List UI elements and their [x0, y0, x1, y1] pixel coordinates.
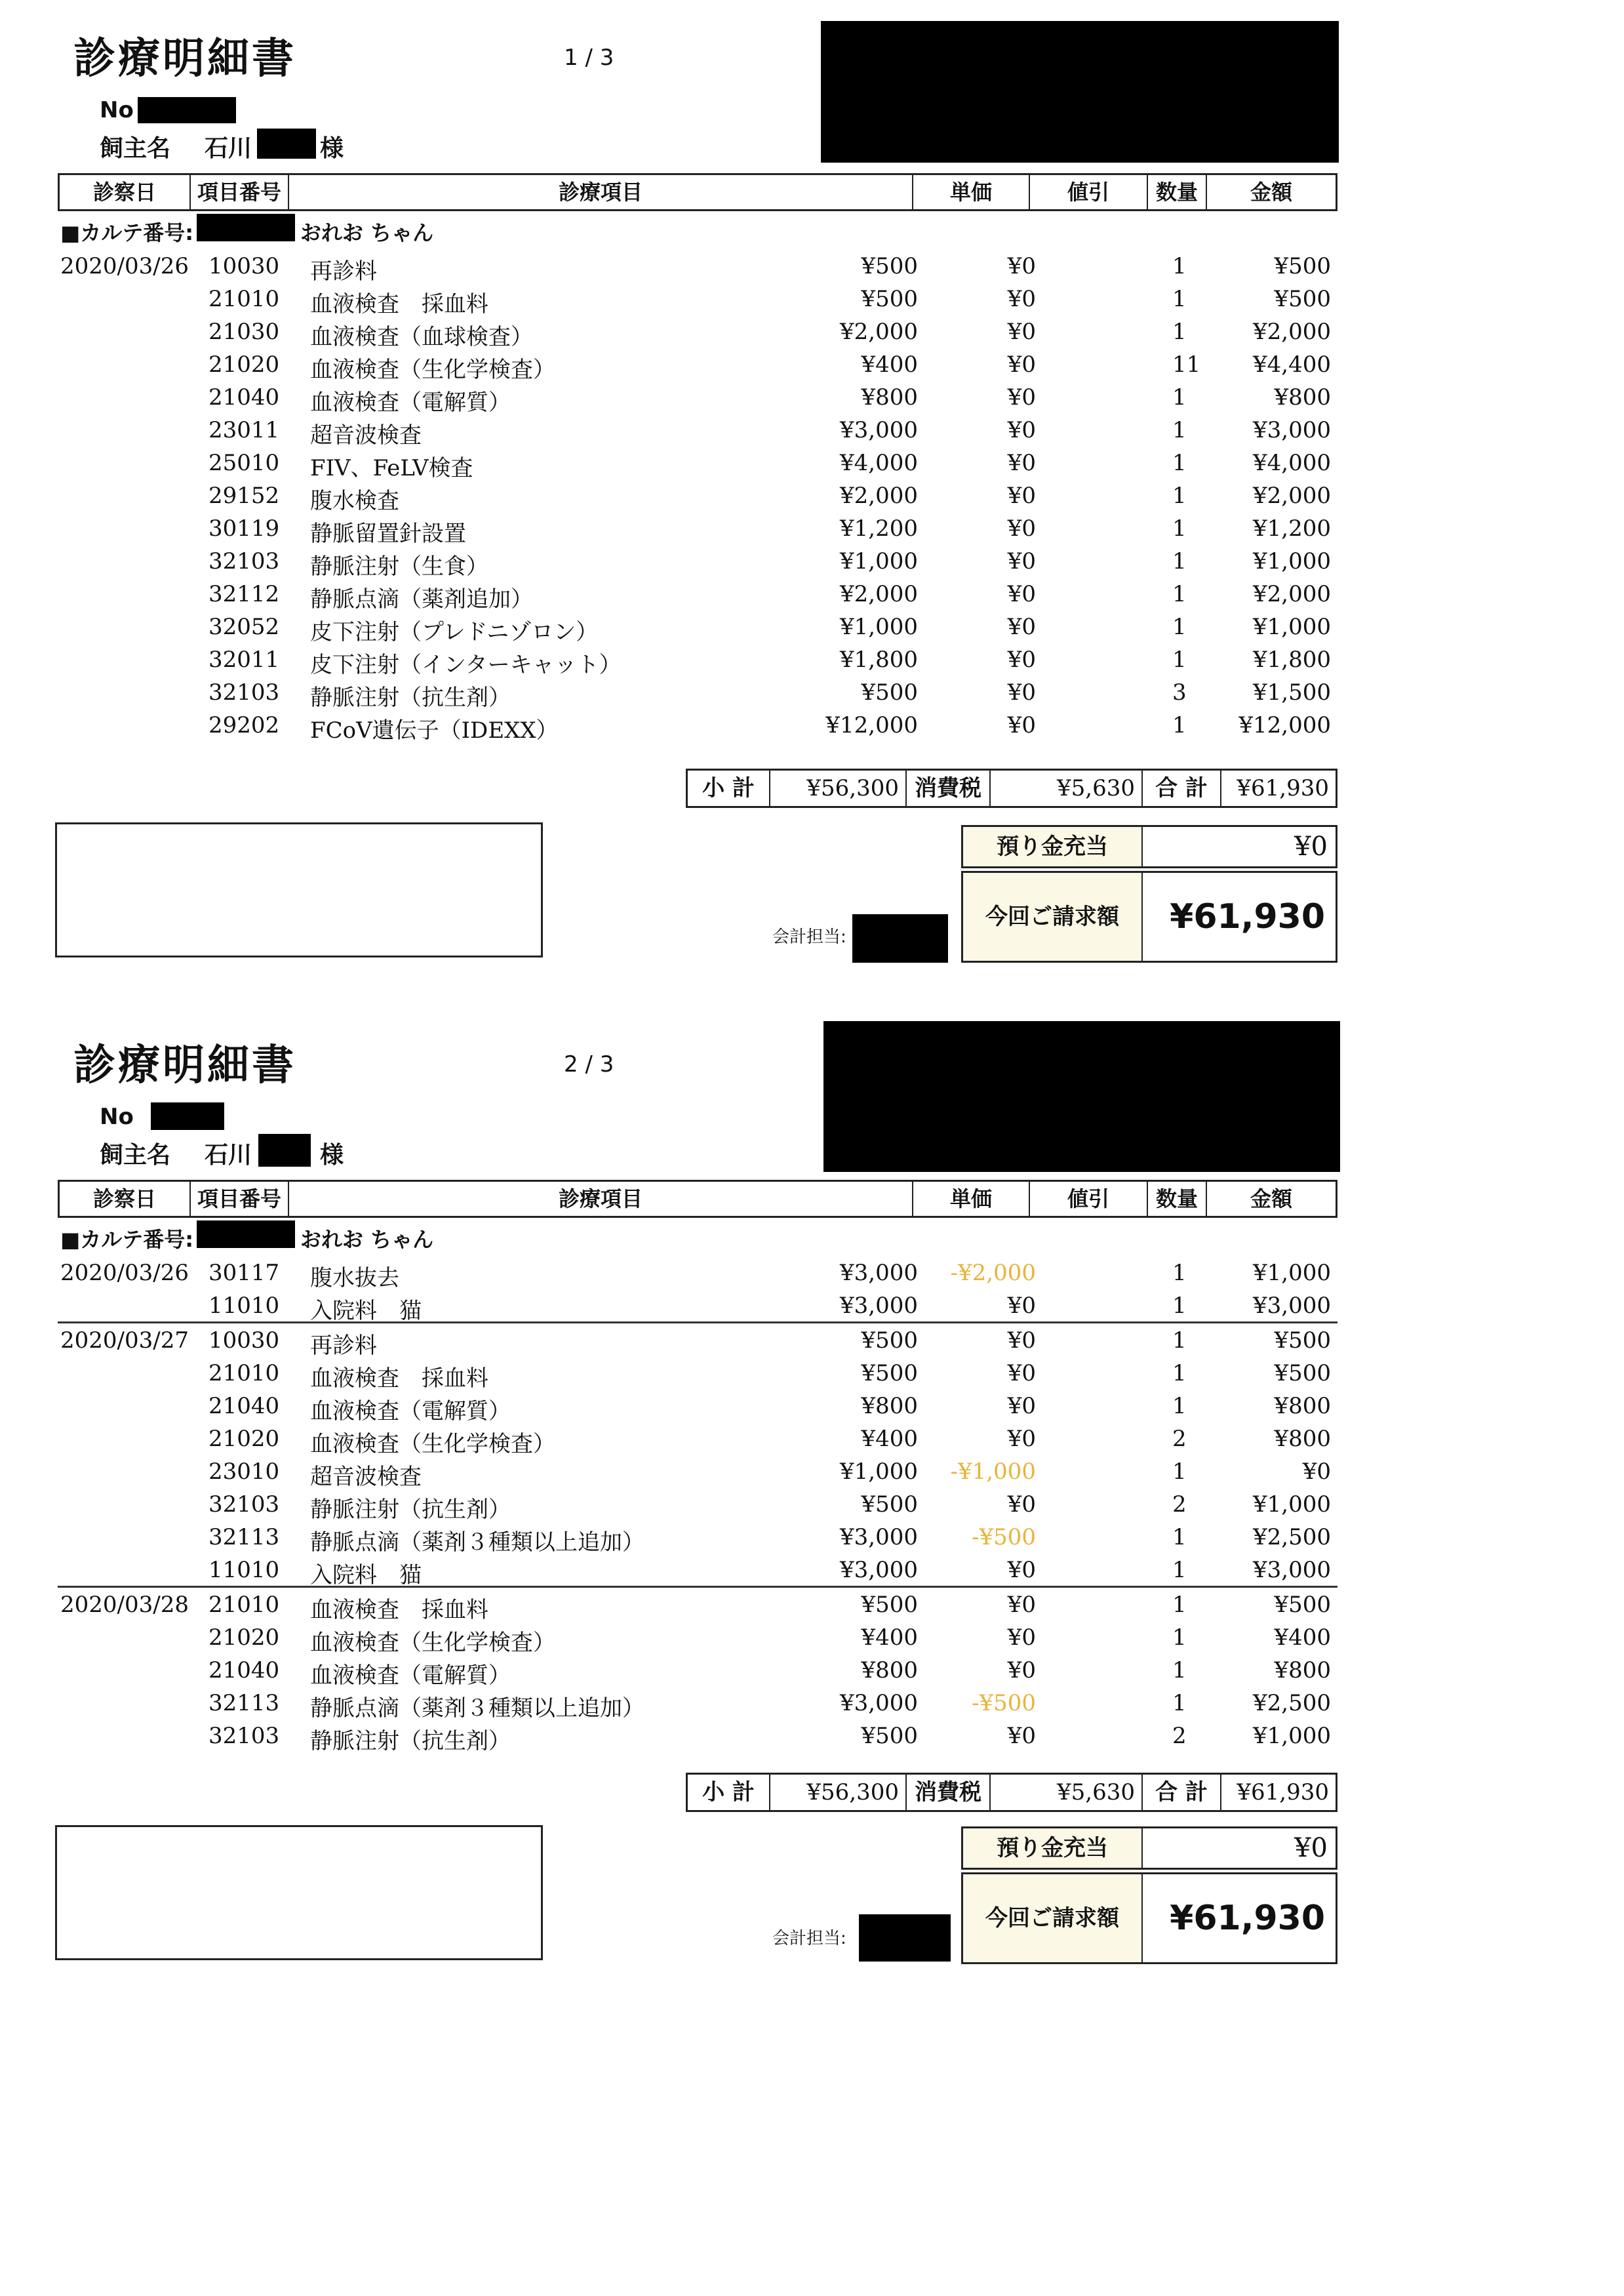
row-price: ¥1,000	[840, 548, 918, 574]
row-price: ¥500	[861, 286, 918, 312]
summary-bar	[686, 1773, 1337, 1812]
row-item: 血液検査（電解質）	[310, 1398, 511, 1424]
row-code: 23010	[208, 1459, 280, 1485]
row-discount: ¥0	[1007, 1393, 1036, 1419]
row-qty: 1	[1172, 319, 1187, 345]
row-item: 血液検査（血球検査）	[310, 324, 533, 350]
row-qty: 1	[1172, 286, 1187, 312]
row-item: 超音波検査	[310, 1464, 422, 1490]
staff-label: 会計担当:	[772, 927, 846, 947]
row-amount: ¥1,000	[1253, 1260, 1331, 1286]
total-label: 合 計	[1143, 771, 1221, 806]
table-row	[58, 610, 1337, 643]
row-discount: ¥0	[1007, 253, 1036, 279]
deposit-label: 預り金充当	[963, 1828, 1143, 1868]
header-date: 診察日	[60, 175, 191, 209]
row-amount: ¥0	[1302, 1459, 1331, 1485]
row-item: 血液検査 採血料	[310, 1365, 488, 1392]
row-qty: 1	[1172, 515, 1187, 542]
row-price: ¥3,000	[840, 1690, 918, 1716]
redacted-owner-name	[258, 1134, 311, 1167]
row-amount: ¥3,000	[1253, 1557, 1331, 1583]
row-date: 2020/03/28	[60, 1592, 189, 1618]
row-discount: ¥0	[1007, 319, 1036, 345]
row-price: ¥400	[861, 1426, 918, 1452]
row-item: 再診料	[310, 258, 377, 285]
row-amount: ¥500	[1274, 286, 1331, 312]
row-discount: ¥0	[1007, 1723, 1036, 1749]
row-item: 静脈注射（抗生剤）	[310, 685, 511, 711]
honorific: 様	[320, 1142, 344, 1169]
row-code: 23011	[208, 417, 280, 443]
header-amount: 金額	[1250, 1186, 1292, 1211]
row-amount: ¥800	[1274, 384, 1331, 411]
row-qty: 1	[1172, 647, 1187, 673]
row-discount: ¥0	[1007, 483, 1036, 509]
table-row	[58, 1520, 1337, 1556]
redacted-no	[138, 97, 236, 123]
row-item: 静脈点滴（薬剤３種類以上追加）	[310, 1695, 644, 1722]
row-amount: ¥2,000	[1253, 483, 1331, 509]
row-code: 30117	[208, 1260, 280, 1286]
row-price: ¥2,000	[840, 319, 918, 345]
row-code: 32112	[208, 581, 280, 607]
row-item: 静脈点滴（薬剤追加）	[310, 586, 533, 613]
row-qty: 1	[1172, 1690, 1187, 1716]
row-discount: ¥0	[1007, 1491, 1036, 1518]
row-discount: ¥0	[1007, 450, 1036, 476]
row-discount: ¥0	[1007, 1624, 1036, 1651]
row-amount: ¥1,000	[1253, 548, 1331, 574]
row-amount: ¥1,500	[1253, 679, 1331, 706]
line-items	[58, 249, 1337, 744]
row-price: ¥3,000	[840, 1524, 918, 1550]
row-discount: -¥2,000	[950, 1260, 1036, 1286]
row-qty: 1	[1172, 1524, 1187, 1550]
table-row	[58, 577, 1337, 613]
patient-name: おれお ちゃん	[300, 1227, 434, 1252]
header-code: 項目番号	[191, 1182, 289, 1216]
redacted-no	[151, 1102, 224, 1130]
table-header	[58, 173, 1337, 211]
tax-label: 消費税	[907, 1775, 991, 1810]
row-qty: 1	[1172, 1293, 1187, 1319]
row-code: 11010	[208, 1557, 280, 1583]
row-code: 21020	[208, 352, 280, 378]
row-amount: ¥500	[1274, 1592, 1331, 1618]
row-code: 21040	[208, 384, 280, 411]
row-qty: 1	[1172, 1624, 1187, 1651]
total-label: 合 計	[1143, 1775, 1221, 1810]
no-label: No	[100, 1104, 134, 1130]
table-row	[58, 380, 1337, 416]
row-price: ¥2,000	[840, 581, 918, 607]
row-amount: ¥3,000	[1253, 417, 1331, 443]
deposit-value: ¥0	[1294, 1833, 1328, 1863]
table-row	[58, 282, 1337, 315]
billing-label: 今回ご請求額	[963, 1874, 1143, 1962]
total-value: ¥61,930	[1237, 1779, 1329, 1805]
table-row	[58, 1487, 1337, 1523]
row-code: 10030	[208, 1327, 280, 1354]
row-amount: ¥1,000	[1253, 1723, 1331, 1749]
redacted-chart-number	[197, 214, 295, 241]
row-price: ¥500	[861, 679, 918, 706]
row-amount: ¥400	[1274, 1624, 1331, 1651]
row-discount: ¥0	[1007, 647, 1036, 673]
row-code: 25010	[208, 450, 280, 476]
row-discount: ¥0	[1007, 352, 1036, 378]
table-row	[58, 1586, 1337, 1621]
row-item: 血液検査（電解質）	[310, 390, 511, 416]
header-price: 単価	[913, 175, 1030, 209]
row-price: ¥4,000	[840, 450, 918, 476]
table-row	[58, 1653, 1337, 1689]
row-item: 腹水抜去	[310, 1265, 399, 1291]
row-item: 静脈留置針設置	[310, 521, 466, 547]
row-item: 血液検査（生化学検査）	[310, 1630, 555, 1656]
row-item: 静脈注射（生食）	[310, 554, 488, 580]
row-code: 21040	[208, 1657, 280, 1683]
subtotal-value: ¥56,300	[770, 1775, 907, 1810]
row-discount: ¥0	[1007, 614, 1036, 640]
row-item: 血液検査 採血料	[310, 291, 488, 317]
row-date: 2020/03/26	[60, 1260, 189, 1286]
row-qty: 1	[1172, 614, 1187, 640]
table-row	[58, 413, 1337, 449]
row-item: 血液検査（生化学検査）	[310, 357, 555, 383]
memo-box	[55, 1825, 543, 1960]
table-row	[58, 1356, 1337, 1392]
row-item: 血液検査（電解質）	[310, 1662, 511, 1689]
row-item: 静脈注射（抗生剤）	[310, 1728, 511, 1754]
total-value: ¥61,930	[1237, 775, 1329, 801]
owner-label: 飼主名	[100, 1142, 171, 1169]
table-row	[58, 1621, 1337, 1656]
row-discount: ¥0	[1007, 1426, 1036, 1452]
header-item: 診療項目	[289, 1182, 913, 1216]
row-price: ¥1,000	[840, 1459, 918, 1485]
header-price: 単価	[913, 1182, 1030, 1216]
billing-amount: ¥61,930	[1170, 897, 1325, 937]
redacted-clinic-info	[823, 1021, 1340, 1172]
no-label: No	[100, 97, 134, 123]
row-discount: ¥0	[1007, 417, 1036, 443]
summary-bar	[686, 769, 1337, 808]
row-amount: ¥4,000	[1253, 450, 1331, 476]
staff-label: 会計担当:	[772, 1929, 846, 1948]
row-item: 静脈注射（抗生剤）	[310, 1497, 511, 1523]
row-price: ¥500	[861, 1360, 918, 1386]
row-price: ¥1,000	[840, 614, 918, 640]
chart-number-label: ■カルテ番号:	[60, 1227, 194, 1252]
billing-box	[961, 871, 1337, 963]
redacted-staff	[859, 1914, 951, 1962]
subtotal-label: 小 計	[688, 771, 770, 806]
row-amount: ¥500	[1274, 1360, 1331, 1386]
row-amount: ¥1,200	[1253, 515, 1331, 542]
header-code: 項目番号	[191, 175, 289, 209]
redacted-owner-name	[257, 129, 316, 159]
row-item: 血液検査（生化学検査）	[310, 1431, 555, 1457]
row-discount: ¥0	[1007, 1557, 1036, 1583]
row-price: ¥500	[861, 1491, 918, 1518]
row-qty: 1	[1172, 548, 1187, 574]
patient-name: おれお ちゃん	[300, 220, 434, 245]
row-code: 10030	[208, 253, 280, 279]
invoice-page-2	[0, 1007, 1624, 2004]
row-discount: ¥0	[1007, 384, 1036, 411]
row-amount: ¥2,500	[1253, 1524, 1331, 1550]
row-code: 32103	[208, 1723, 280, 1749]
header-item: 診療項目	[289, 175, 913, 209]
row-amount: ¥1,800	[1253, 647, 1331, 673]
subtotal-label: 小 計	[688, 1775, 770, 1810]
row-amount: ¥500	[1274, 253, 1331, 279]
row-price: ¥400	[861, 1624, 918, 1651]
row-price: ¥1,800	[840, 647, 918, 673]
row-item: 再診料	[310, 1333, 377, 1359]
row-discount: ¥0	[1007, 581, 1036, 607]
row-code: 21010	[208, 1360, 280, 1386]
header-discount: 値引	[1030, 1182, 1148, 1216]
row-code: 29202	[208, 712, 280, 738]
deposit-value: ¥0	[1294, 832, 1328, 862]
table-row	[58, 512, 1337, 547]
memo-box	[55, 822, 543, 957]
page-number: 2 / 3	[564, 1051, 614, 1078]
row-code: 32052	[208, 614, 280, 640]
redacted-chart-number	[197, 1220, 295, 1248]
row-qty: 1	[1172, 253, 1187, 279]
row-amount: ¥2,500	[1253, 1690, 1331, 1716]
row-discount: ¥0	[1007, 712, 1036, 738]
row-price: ¥500	[861, 1723, 918, 1749]
row-discount: -¥1,000	[950, 1459, 1036, 1485]
row-date: 2020/03/26	[60, 253, 189, 279]
row-qty: 1	[1172, 1657, 1187, 1683]
row-item: 超音波検査	[310, 422, 422, 449]
redacted-staff	[852, 914, 948, 963]
table-row	[58, 675, 1337, 711]
row-item: FCoV遺伝子（IDEXX）	[310, 717, 559, 744]
row-discount: ¥0	[1007, 286, 1036, 312]
row-discount: ¥0	[1007, 1293, 1036, 1319]
deposit-label: 預り金充当	[963, 827, 1143, 866]
row-price: ¥800	[861, 1393, 918, 1419]
billing-box	[961, 1872, 1337, 1964]
table-row	[58, 479, 1337, 512]
row-qty: 1	[1172, 1592, 1187, 1618]
table-row	[58, 1455, 1337, 1490]
header-date: 診察日	[60, 1182, 191, 1216]
row-code: 11010	[208, 1293, 280, 1319]
row-item: 皮下注射（インターキャット）	[310, 652, 622, 678]
row-qty: 1	[1172, 581, 1187, 607]
row-code: 21020	[208, 1624, 280, 1651]
table-row	[58, 643, 1337, 678]
row-item: 静脈点滴（薬剤３種類以上追加）	[310, 1529, 644, 1556]
row-amount: ¥12,000	[1238, 712, 1331, 738]
row-price: ¥12,000	[825, 712, 918, 738]
row-price: ¥500	[861, 1592, 918, 1618]
row-amount: ¥800	[1274, 1657, 1331, 1683]
tax-label: 消費税	[907, 771, 991, 806]
invoice-title: 診療明細書	[73, 1041, 296, 1090]
row-price: ¥500	[861, 1327, 918, 1354]
row-code: 21020	[208, 1426, 280, 1452]
row-amount: ¥800	[1274, 1393, 1331, 1419]
row-code: 32103	[208, 1491, 280, 1518]
row-code: 21010	[208, 1592, 280, 1618]
row-price: ¥500	[861, 253, 918, 279]
row-discount: -¥500	[971, 1690, 1036, 1716]
row-discount: ¥0	[1007, 1327, 1036, 1354]
row-amount: ¥500	[1274, 1327, 1331, 1354]
header-qty: 数量	[1148, 175, 1207, 209]
subtotal-value: ¥56,300	[770, 771, 907, 806]
deposit-box	[961, 1826, 1337, 1870]
row-code: 21010	[208, 286, 280, 312]
row-code: 32103	[208, 679, 280, 706]
row-code: 32113	[208, 1524, 280, 1550]
header-amount: 金額	[1250, 180, 1292, 205]
row-price: ¥3,000	[840, 417, 918, 443]
table-row	[58, 1256, 1337, 1289]
table-row	[58, 1686, 1337, 1722]
row-price: ¥800	[861, 1657, 918, 1683]
row-price: ¥2,000	[840, 483, 918, 509]
table-row	[58, 1422, 1337, 1455]
row-amount: ¥800	[1274, 1426, 1331, 1452]
row-price: ¥400	[861, 352, 918, 378]
row-amount: ¥3,000	[1253, 1293, 1331, 1319]
row-code: 30119	[208, 515, 280, 542]
row-discount: -¥500	[971, 1524, 1036, 1550]
row-item: 血液検査 採血料	[310, 1597, 488, 1623]
table-row	[58, 544, 1337, 580]
row-item: 入院料 猫	[310, 1562, 422, 1588]
row-qty: 1	[1172, 1459, 1187, 1485]
row-qty: 1	[1172, 384, 1187, 411]
row-qty: 1	[1172, 483, 1187, 509]
table-row	[58, 1321, 1337, 1359]
tax-value: ¥5,630	[991, 771, 1143, 806]
tax-value: ¥5,630	[991, 1775, 1143, 1810]
row-discount: ¥0	[1007, 1657, 1036, 1683]
row-price: ¥3,000	[840, 1260, 918, 1286]
table-header	[58, 1180, 1337, 1218]
row-qty: 2	[1172, 1723, 1187, 1749]
table-row	[58, 249, 1337, 285]
owner-label: 飼主名	[100, 135, 171, 162]
row-amount: ¥2,000	[1253, 319, 1331, 345]
page-number: 1 / 3	[564, 45, 614, 71]
row-item: 入院料 猫	[310, 1298, 422, 1324]
table-row	[58, 1719, 1337, 1752]
row-date: 2020/03/27	[60, 1327, 189, 1354]
invoice-page-1	[0, 0, 1624, 997]
row-discount: ¥0	[1007, 1360, 1036, 1386]
row-code: 21030	[208, 319, 280, 345]
row-qty: 3	[1172, 679, 1187, 706]
row-qty: 1	[1172, 417, 1187, 443]
row-qty: 1	[1172, 1327, 1187, 1354]
row-discount: ¥0	[1007, 679, 1036, 706]
table-row	[58, 1553, 1337, 1586]
row-amount: ¥1,000	[1253, 1491, 1331, 1518]
row-code: 29152	[208, 483, 280, 509]
deposit-box	[961, 825, 1337, 868]
row-code: 32103	[208, 548, 280, 574]
table-row	[58, 1289, 1337, 1324]
header-discount: 値引	[1030, 175, 1148, 209]
row-qty: 1	[1172, 1260, 1187, 1286]
row-price: ¥800	[861, 384, 918, 411]
row-item: 皮下注射（プレドニゾロン）	[310, 619, 599, 645]
row-discount: ¥0	[1007, 548, 1036, 574]
row-item: 腹水検査	[310, 488, 399, 514]
billing-label: 今回ご請求額	[963, 873, 1143, 961]
row-discount: ¥0	[1007, 1592, 1036, 1618]
table-row	[58, 348, 1337, 383]
row-qty: 1	[1172, 1393, 1187, 1419]
row-qty: 1	[1172, 1360, 1187, 1386]
honorific: 様	[320, 135, 344, 162]
row-price: ¥3,000	[840, 1293, 918, 1319]
billing-amount: ¥61,930	[1170, 1899, 1325, 1938]
row-qty: 1	[1172, 1557, 1187, 1583]
row-discount: ¥0	[1007, 515, 1036, 542]
row-qty: 1	[1172, 712, 1187, 738]
row-amount: ¥2,000	[1253, 581, 1331, 607]
table-row	[58, 708, 1337, 744]
table-row	[58, 315, 1337, 348]
table-row	[58, 1389, 1337, 1422]
row-qty: 11	[1172, 352, 1201, 378]
invoice-title: 診療明細書	[73, 35, 296, 83]
row-code: 32011	[208, 647, 280, 673]
row-qty: 2	[1172, 1491, 1187, 1518]
row-qty: 1	[1172, 450, 1187, 476]
row-code: 32113	[208, 1690, 280, 1716]
header-qty: 数量	[1148, 1182, 1207, 1216]
row-code: 21040	[208, 1393, 280, 1419]
redacted-clinic-info	[821, 21, 1339, 163]
row-price: ¥1,200	[840, 515, 918, 542]
row-amount: ¥1,000	[1253, 614, 1331, 640]
row-price: ¥3,000	[840, 1557, 918, 1583]
row-item: FIV、FeLV検査	[310, 455, 473, 481]
row-amount: ¥4,400	[1253, 352, 1331, 378]
owner-name: 石川	[205, 135, 252, 162]
line-items	[58, 1256, 1337, 1752]
chart-number-label: ■カルテ番号:	[60, 220, 194, 245]
row-qty: 2	[1172, 1426, 1187, 1452]
table-row	[58, 446, 1337, 479]
owner-name: 石川	[205, 1142, 252, 1169]
